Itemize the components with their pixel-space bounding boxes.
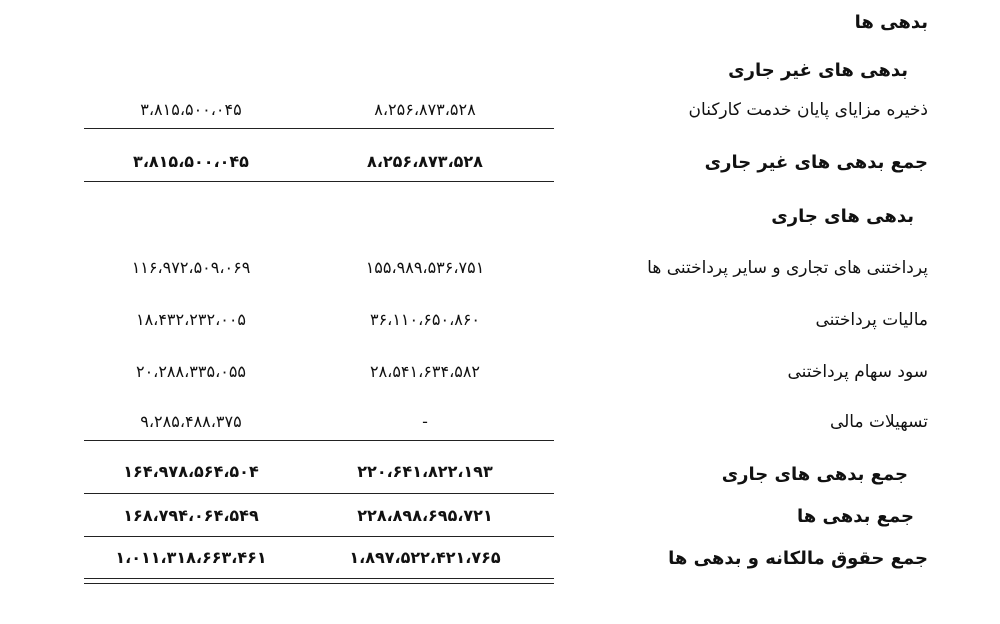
total-liabilities-prior: ۱۶۸،۷۹۴،۰۶۴،۵۴۹	[123, 506, 259, 525]
row-current-value: ۸،۲۵۶،۸۷۳،۵۲۸	[374, 100, 476, 119]
total-rule	[84, 181, 554, 182]
total-rule	[84, 493, 554, 494]
row-current-value: ۳۶،۱۱۰،۶۵۰،۸۶۰	[369, 310, 481, 329]
row-label: ذخیره مزایای پایان خدمت کارکنان	[688, 100, 928, 120]
row-current-value: -	[422, 412, 428, 431]
total-equity-liabilities-current: ۱،۸۹۷،۵۲۲،۴۲۱،۷۶۵	[349, 548, 501, 567]
row-prior-value: ۳،۸۱۵،۵۰۰،۰۴۵	[140, 100, 242, 119]
total-liabilities-label: جمع بدهی ها	[797, 506, 914, 527]
current-heading: بدهی های جاری	[771, 206, 914, 227]
row-prior-value: ۲۰،۲۸۸،۳۳۵،۰۵۵	[135, 362, 247, 381]
noncurrent-heading: بدهی های غیر جاری	[728, 60, 908, 81]
row-label: تسهیلات مالی	[829, 412, 928, 432]
row-label: مالیات پرداختنی	[815, 310, 928, 330]
current-total-current: ۲۲۰،۶۴۱،۸۲۲،۱۹۳	[357, 462, 493, 481]
row-prior-value: ۱۱۶،۹۷۲،۵۰۹،۰۶۹	[131, 258, 251, 277]
noncurrent-total-current: ۸،۲۵۶،۸۷۳،۵۲۸	[367, 152, 483, 171]
current-total-prior: ۱۶۴،۹۷۸،۵۶۴،۵۰۴	[123, 462, 259, 481]
row-label: سود سهام پرداختنی	[787, 362, 928, 382]
total-rule	[84, 536, 554, 537]
row-current-value: ۱۵۵،۹۸۹،۵۳۶،۷۵۱	[365, 258, 485, 277]
total-liabilities-current: ۲۲۸،۸۹۸،۶۹۵،۷۲۱	[357, 506, 493, 525]
grand-total-double-rule	[84, 578, 554, 584]
section-title: بدهی ها	[854, 12, 928, 33]
total-equity-liabilities-prior: ۱،۰۱۱،۳۱۸،۶۶۳،۴۶۱	[115, 548, 267, 567]
row-current-value: ۲۸،۵۴۱،۶۳۴،۵۸۲	[369, 362, 481, 381]
row-prior-value: ۹،۲۸۵،۴۸۸،۳۷۵	[140, 412, 242, 431]
noncurrent-total-label: جمع بدهی های غیر جاری	[704, 152, 928, 173]
current-total-label: جمع بدهی های جاری	[721, 464, 908, 485]
noncurrent-total-prior: ۳،۸۱۵،۵۰۰،۰۴۵	[133, 152, 249, 171]
subtotal-rule	[84, 128, 554, 129]
row-label: پرداختنی های تجاری و سایر پرداختنی ها	[647, 258, 928, 278]
total-equity-liabilities-label: جمع حقوق مالکانه و بدهی ها	[668, 548, 928, 569]
row-prior-value: ۱۸،۴۳۲،۲۳۲،۰۰۵	[135, 310, 247, 329]
subtotal-rule	[84, 440, 554, 441]
